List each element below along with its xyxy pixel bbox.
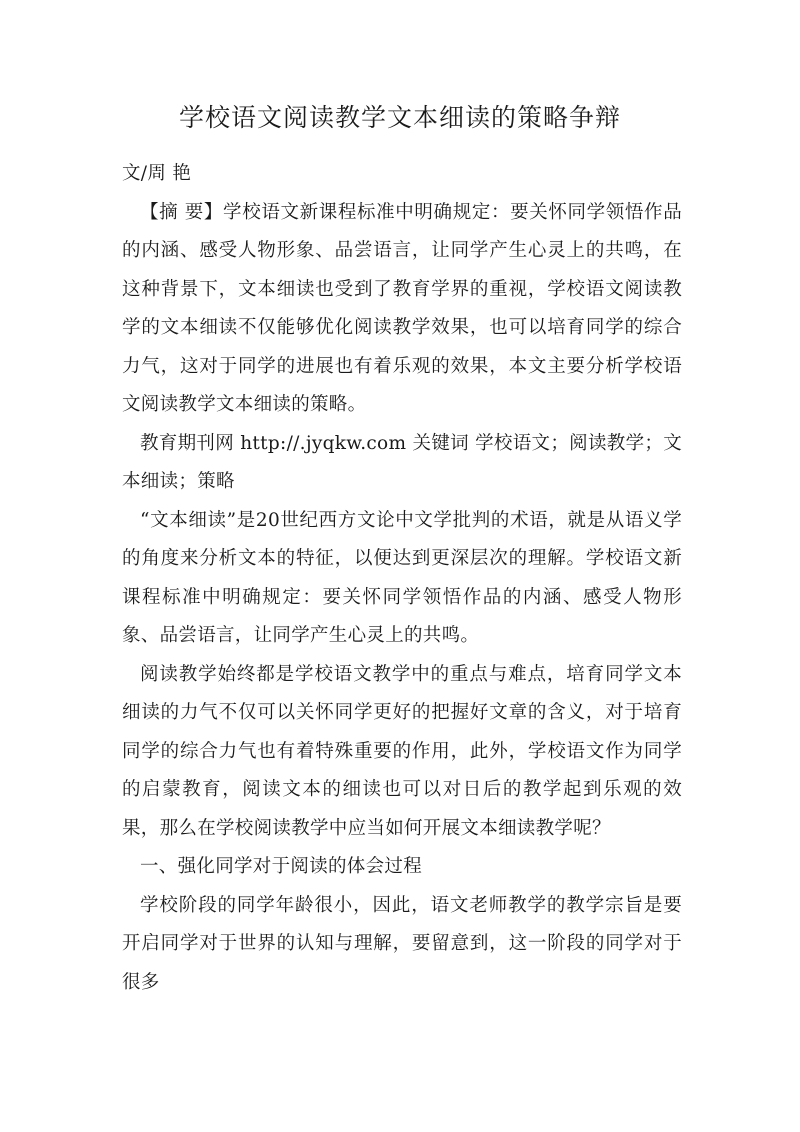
section-heading: 一、强化同学对于阅读的体会过程: [140, 856, 423, 877]
author-line: 文/周 艳: [122, 163, 192, 184]
body-paragraph: “文本细读”是20世纪西方文论中文学批判的术语，就是从语义学的角度来分析文本的特征，以便达到更深层次的理解。学校语文新课程标准中明确规定：要关怀同学领悟作品的内涵、感受人物形象、品尝语言，让同学产生心灵上的共鸣。: [122, 509, 682, 646]
document-body: [122, 155, 682, 1002]
body-paragraph: 阅读教学始终都是学校语文教学中的重点与难点，培育同学文本细读的力气不仅可以关怀同学更好的把握好文章的含义，对于培育同学的综合力气也有着特殊重要的作用，此外，学校语文作为同学的启蒙教育，阅读文本的细读也可以对日后的教学起到乐观的效果，那么在学校阅读教学中应当如何开展文本细读教学呢？: [122, 663, 682, 839]
document-title: 学校语文阅读教学文本细读的策略争辩: [178, 103, 621, 132]
keywords-paragraph: 教育期刊网 http://.jyqkw.com 关键词 学校语文；阅读教学；文本细读；策略: [122, 432, 682, 492]
abstract-paragraph: 【摘 要】学校语文新课程标准中明确规定：要关怀同学领悟作品的内涵、感受人物形象、品尝语言，让同学产生心灵上的共鸣，在这种背景下，文本细读也受到了教育学界的重视，学校语文阅读教学的文本细读不仅能够优化阅读教学效果，也可以培育同学的综合力气，这对于同学的进展也有着乐观的效果，本文主要分析学校语文阅读教学文本细读的策略。: [122, 201, 682, 415]
body-paragraph: 学校阶段的同学年龄很小，因此，语文老师教学的教学宗旨是要开启同学对于世界的认知与理解，要留意到，这一阶段的同学对于很多: [122, 894, 682, 993]
